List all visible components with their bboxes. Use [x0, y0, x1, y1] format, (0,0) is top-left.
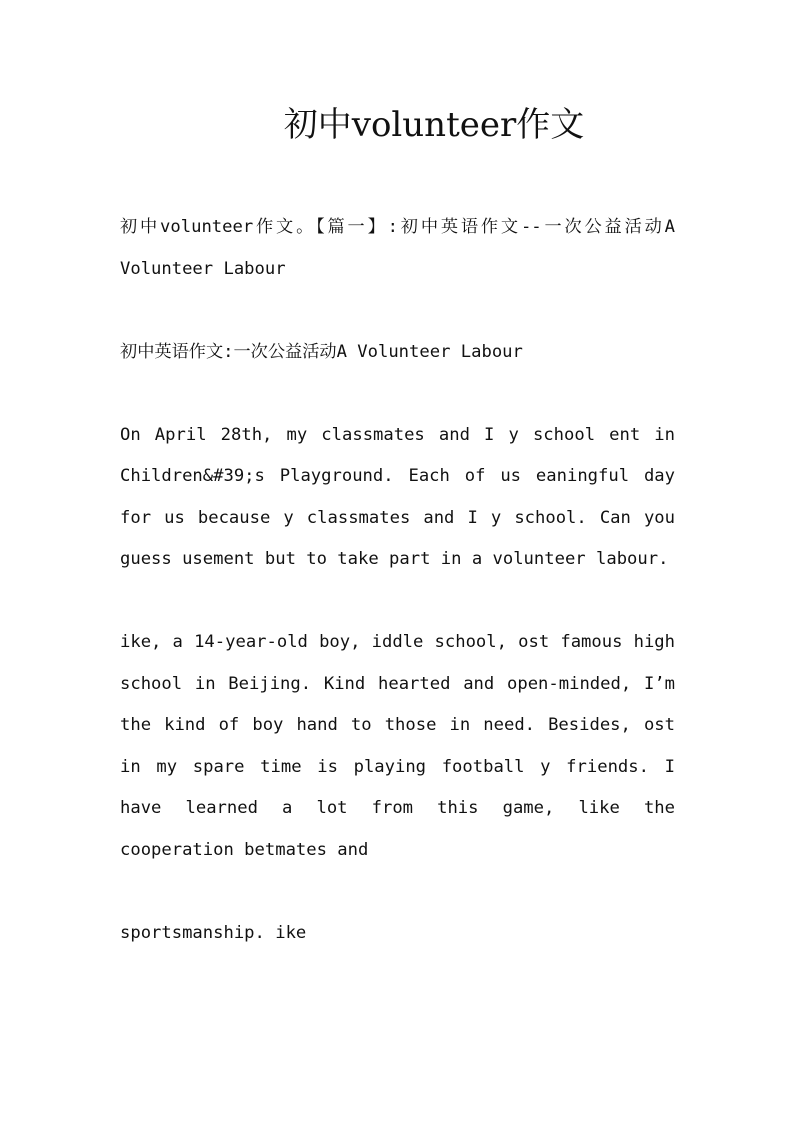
paragraph-subtitle: 初中英语作文:一次公益活动A Volunteer Labour [120, 341, 523, 362]
paragraph-intro: 初中volunteer作文。【篇一】:初中英语作文--一次公益活动A Volunteer Labour [120, 217, 675, 279]
document-body [120, 207, 675, 996]
document-title: 初中volunteer作文 [283, 105, 585, 145]
paragraph-body-1: On April 28th, my classmates and I y school ent in Children&#39;s Playground. Each of us eaningful day for us because y classmates and I y school. Can you guess usement but to take part in a volunteer labour. [120, 424, 675, 569]
paragraph-body-2: ike, a 14-year-old boy, iddle school, ost famous high school in Beijing. Kind hearted and open-minded, I’m the kind of boy hand to those in need. Besides, ost in my spare time is playing football y friends. I have learned a lot from this game, like the cooperation betmates and [120, 632, 675, 860]
paragraph-body-3: sportsmanship. ike [120, 922, 307, 943]
